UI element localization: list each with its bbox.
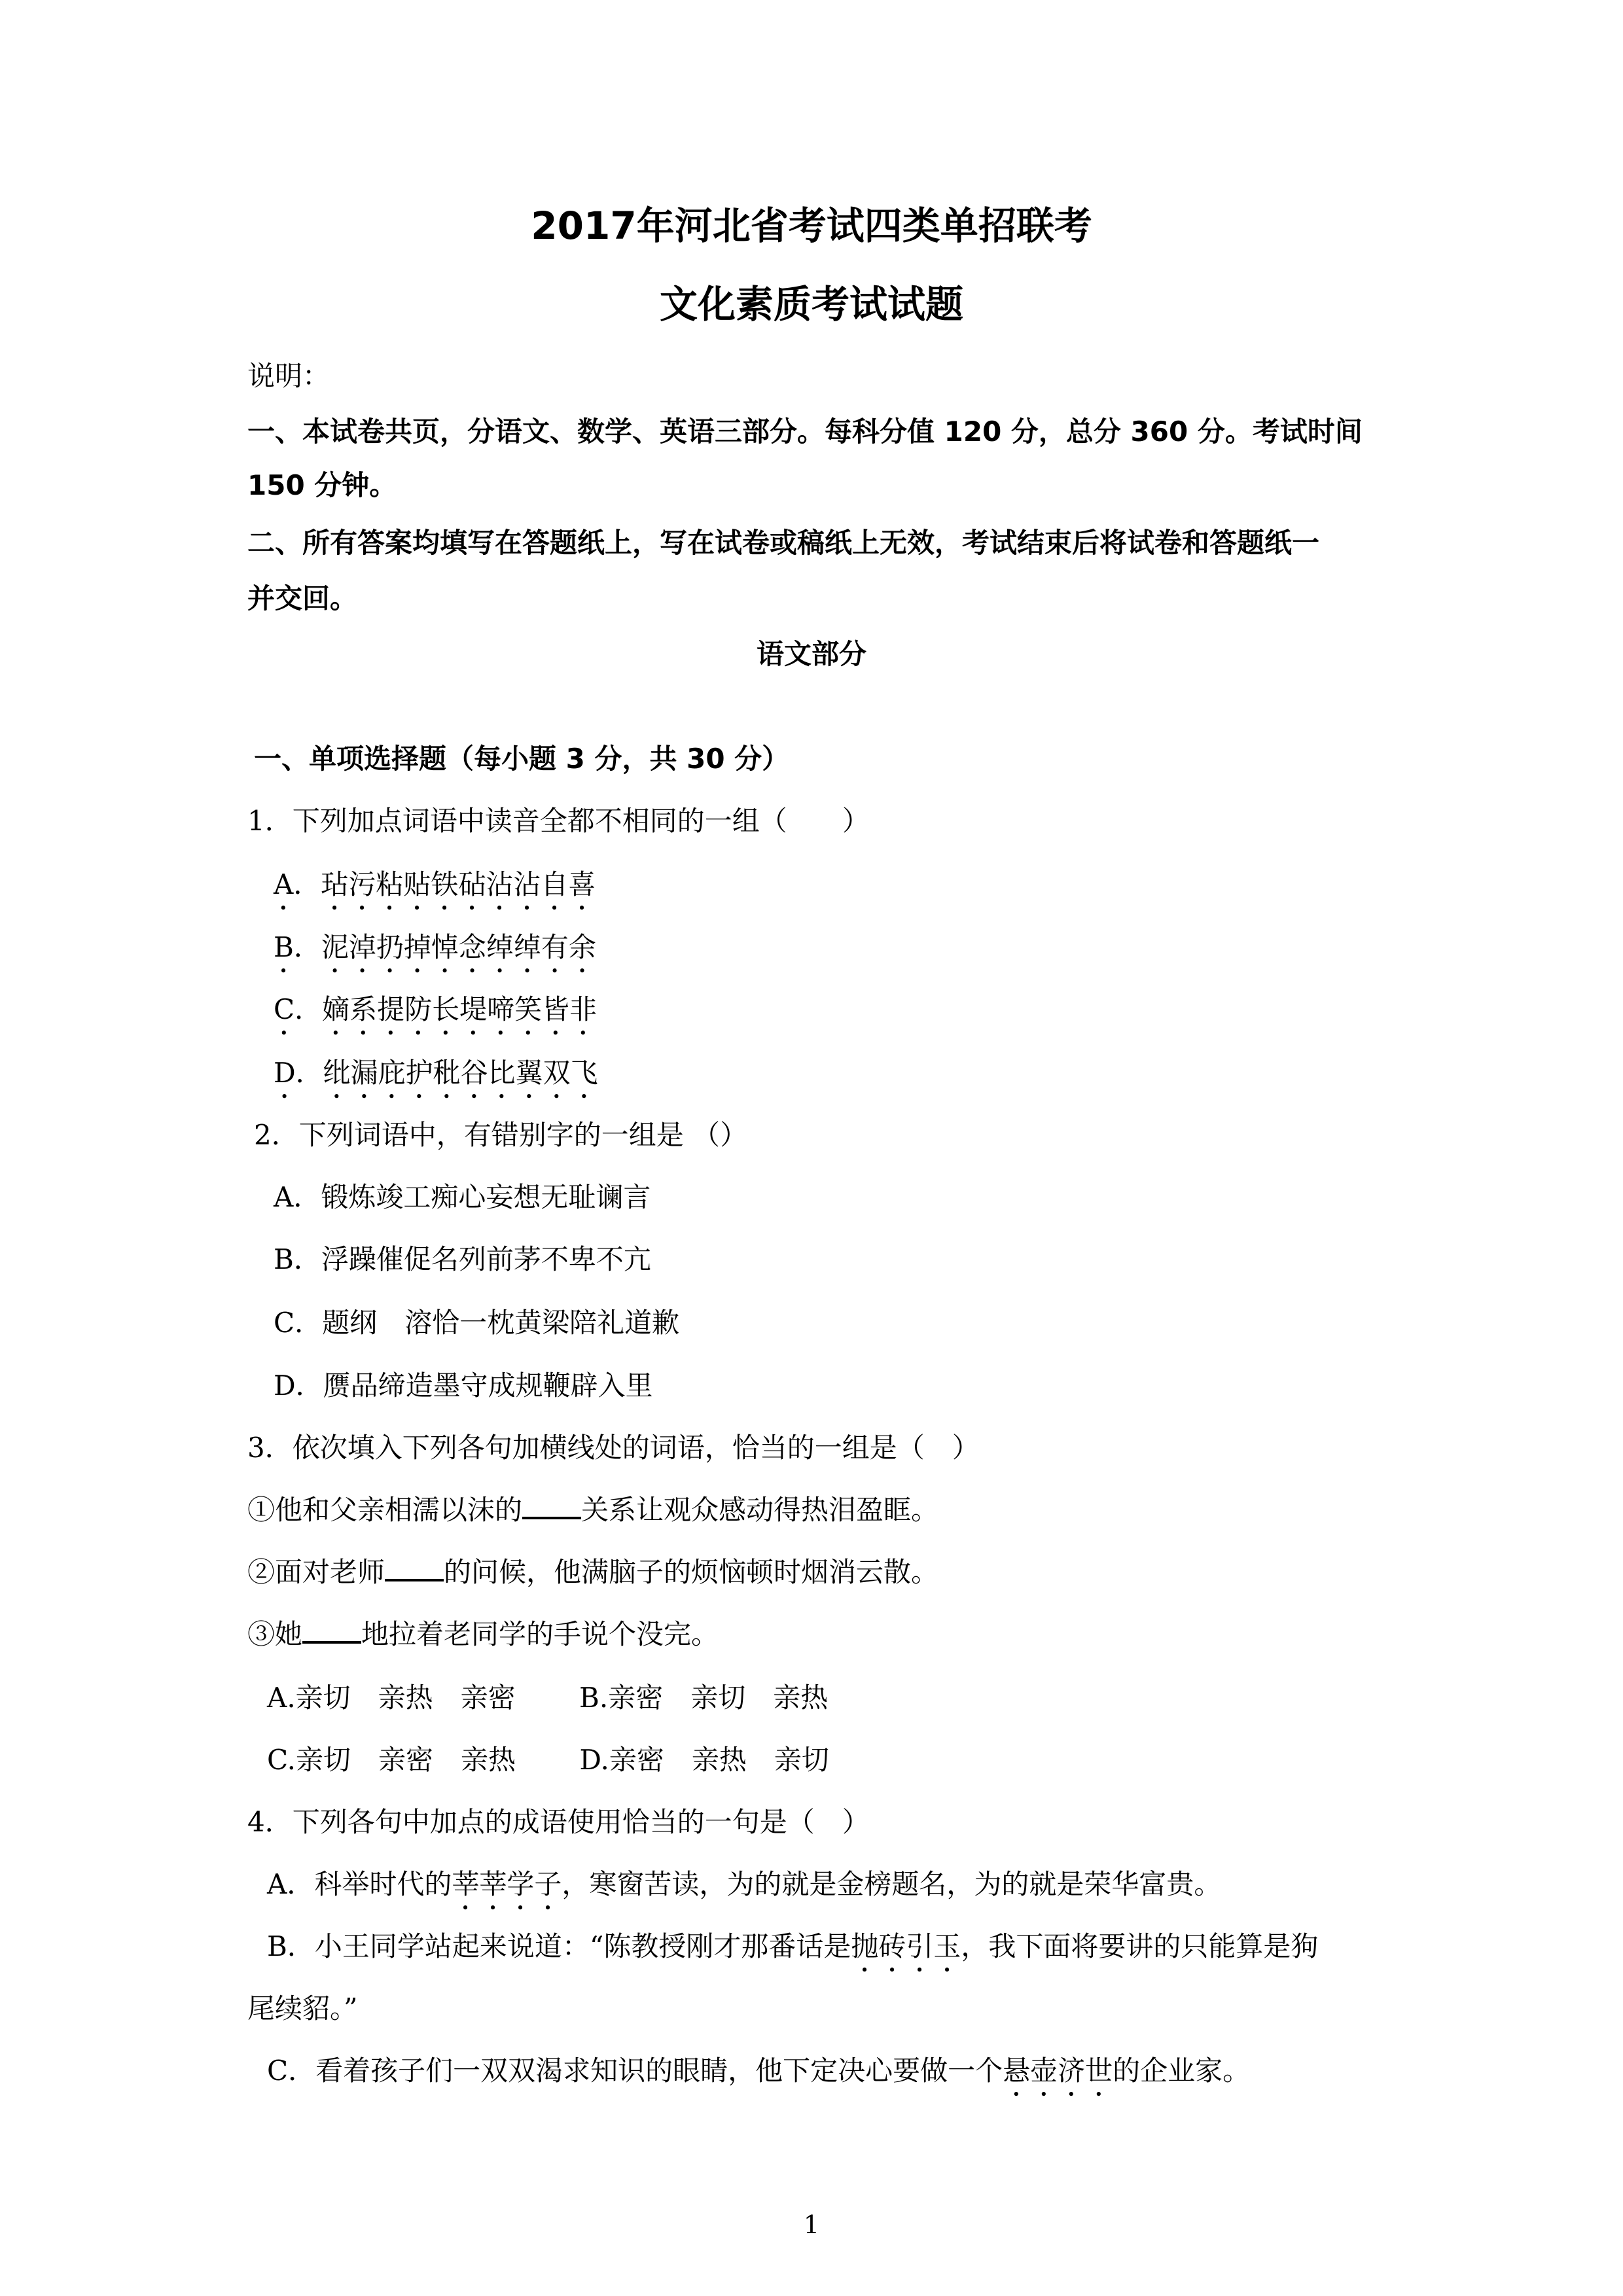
instruction-2-line1: 二、所有答案均填写在答题纸上，写在试卷或稿纸上无效，考试结束后将试卷和答题纸一 (247, 527, 1320, 559)
q3-stem: 3．依次填入下列各句加横线处的词语，恰当的一组是（ ） (247, 1432, 980, 1464)
exam-title: 2017年河北省考试四类单招联考 (531, 203, 1092, 248)
instruction-2-line2: 并交回。 (247, 582, 358, 614)
q3-options-cd: C.亲切 亲密 亲热 D.亲密 亲热 亲切 (267, 1744, 829, 1776)
q2-stem: 2．下列词语中，有错别字的一组是 （） (254, 1119, 748, 1151)
q1-option-a: A．玷污粘贴铁砧沾沾自喜 (274, 868, 596, 900)
q4-c-idiom: 悬壶济世 (1003, 2055, 1113, 2087)
exam-subtitle: 文化素质考试试题 (659, 282, 963, 327)
q1-option-d: D．纰漏庇护秕谷比翼双飞 (274, 1057, 598, 1089)
q2-option-b: B．浮躁催促名列前茅不卑不亢 (274, 1243, 651, 1275)
q2-option-d: D．赝品缔造墨守成规鞭辟入里 (274, 1369, 653, 1402)
instruction-1-line2: 150 分钟。 (247, 469, 397, 501)
q4-option-a: A．科举时代的莘莘学子，寒窗苦读，为的就是金榜题名，为的就是荣华富贵。 (267, 1868, 1222, 1900)
q3-blank-1 (522, 1491, 581, 1519)
q1-stem: 1．下列加点词语中读音全都不相同的一组（ ） (247, 805, 870, 837)
q3-sentence-3: ③她 地拉着老同学的手说个没完。 (247, 1615, 719, 1654)
q1-option-b: B．泥淖扔掉悼念绰绰有余 (274, 931, 596, 963)
q4-stem: 4．下列各句中加点的成语使用恰当的一句是（ ） (247, 1806, 870, 1838)
section-title: 语文部分 (756, 638, 866, 670)
q4-option-c: C．看着孩子们一双双渴求知识的眼睛，他下定决心要做一个悬壶济世的企业家。 (267, 2055, 1251, 2087)
q1-option-c: C．嫡系提防长堤啼笑皆非 (274, 993, 597, 1025)
q4-b-idiom: 抛砖引玉 (851, 1930, 961, 1962)
q3-options-ab: A.亲切 亲热 亲密 B.亲密 亲切 亲热 (267, 1682, 829, 1714)
q3-sentence-1: ①他和父亲相濡以沫的 关系让观众感动得热泪盈眶。 (247, 1491, 938, 1530)
q2-option-c: C．题纲 溶恰一枕黄梁陪礼道歉 (274, 1307, 680, 1339)
q4-option-b-line2: 尾续貂。” (247, 1992, 358, 2024)
q3-blank-3 (302, 1615, 361, 1644)
q3-blank-2 (385, 1553, 444, 1581)
q4-option-b: B．小王同学站起来说道：“陈教授刚才那番话是抛砖引玉，我下面将要讲的只能算是狗 (267, 1930, 1319, 1962)
instructions-label: 说明： (247, 360, 330, 392)
q2-option-a: A．锻炼竣工痴心妄想无耻谰言 (274, 1181, 651, 1213)
part1-heading: 一、单项选择题（每小题 3 分，共 30 分） (254, 743, 790, 775)
q3-sentence-2: ②面对老师 的问候，他满脑子的烦恼顿时烟消云散。 (247, 1553, 938, 1592)
q4-a-idiom: 莘莘学子 (452, 1868, 562, 1900)
instruction-1-line1: 一、本试卷共页，分语文、数学、英语三部分。每科分值 120 分，总分 360 分。考试时间 (247, 415, 1363, 448)
page-number: 1 (803, 2210, 820, 2239)
